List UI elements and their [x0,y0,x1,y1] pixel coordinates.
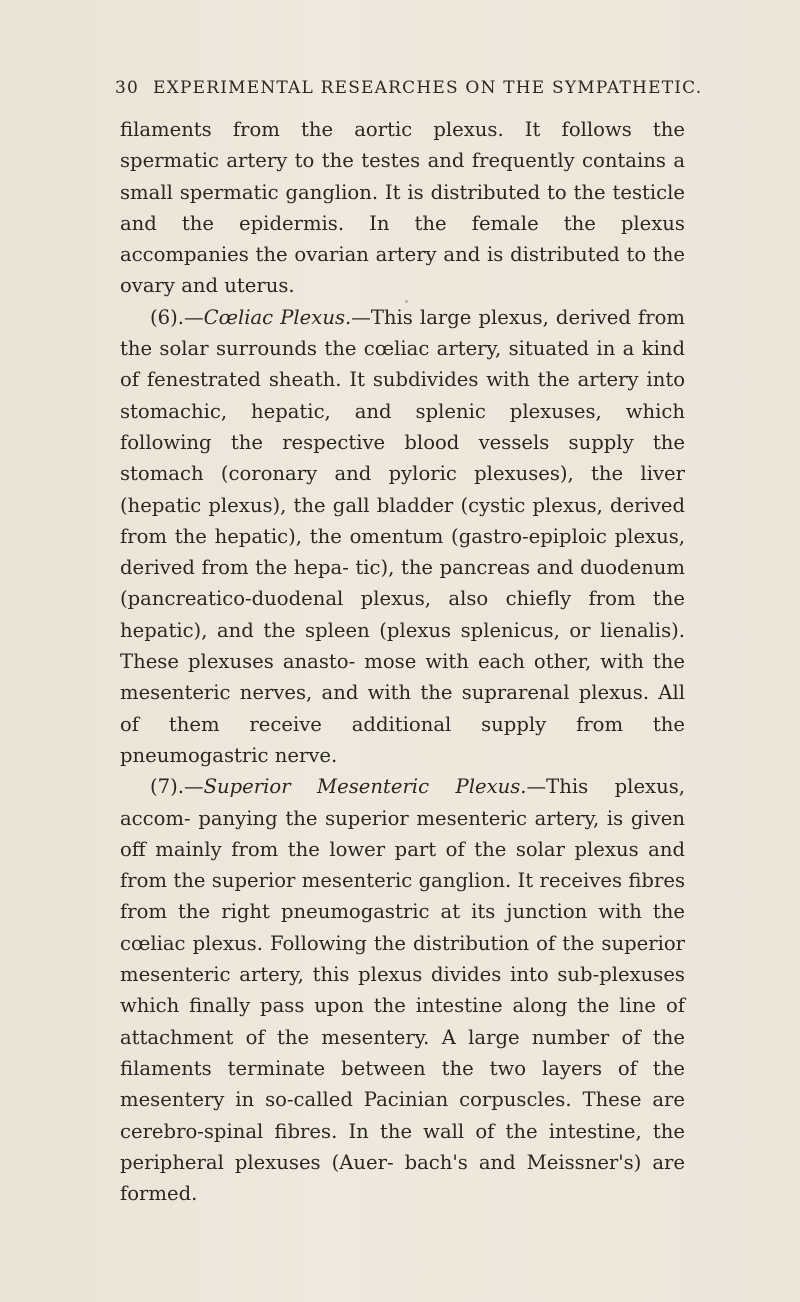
paragraph-superior-mesenteric-plexus [120,771,685,1209]
section-title: Cœliac Plexus. [203,305,352,329]
paragraph-coeliac-plexus [120,302,685,771]
paragraph-text: —This plexus, accom- panying the superior mesenteric artery, is given off mainly from the lower part of the solar plexus and from the superior mesenteric ganglion. It receives fibres from the right pneumogastric at its junction with the cœliac plexus. Following the distribution of the superior mesenteric artery, this plexus divides into sub-plexuses which finally pass upon the intestine along the line of attachment of the mesentery. A large number of the filaments terminate between the two layers of the mesentery in so-called Pacinian corpuscles. These are cerebro-spinal fibres. In the wall of the intestine, the peripheral plexuses (Auer- bach's and Meissner's) are formed. [120,775,685,1206]
running-title: EXPERIMENTAL RESEARCHES ON THE SYMPATHETIC. [153,78,703,98]
page-number: 30 [115,78,140,98]
page-body [120,114,685,1209]
section-number: (7).— [150,775,204,799]
section-number: (6).— [150,305,204,329]
paragraph-text: —This large plexus, derived from the solar surrounds the cœliac artery, situated in a kind of fenestrated sheath. It subdivides with the artery into stomachic, hepatic, and splenic plexuses, which following the respective blood vessels supply the stomach (coronary and pyloric plexuses), the liver (hepatic plexus), the gall bladder (cystic plexus, derived from the hepatic), the omentum (gastro-epiploic plexus, derived from the hepa- tic), the pancreas and duodenum (pancreatico-duodenal plexus, also chiefly from the hepatic), and the spleen (plexus splenicus, or lienalis). These plexuses anasto- mose with each other, with the mesenteric nerves, and with the suprarenal plexus. All of them receive additional supply from the pneumogastric nerve. [120,305,685,767]
section-title: Superior Mesenteric Plexus. [203,775,527,799]
running-header [115,78,703,98]
paragraph-continuation [120,114,685,302]
paragraph-text: filaments from the aortic plexus. It follows the spermatic artery to the testes and frequently contains a small spermatic ganglion. It is distributed to the testicle and the epidermis. In the female the plexus accompanies the ovarian artery and is distributed to the ovary and uterus. [120,118,685,298]
